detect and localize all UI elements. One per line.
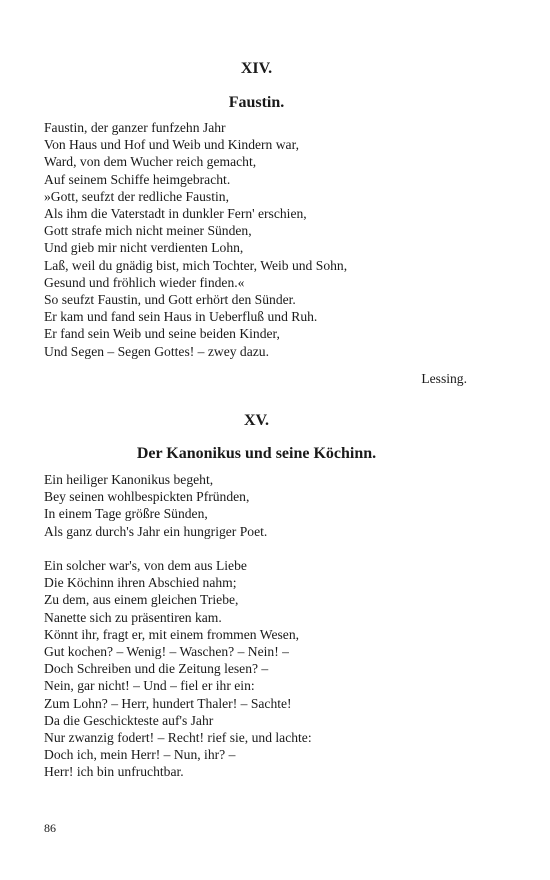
poem-line: Herr! ich bin unfruchtbar. (44, 764, 184, 780)
poem-line: Von Haus und Hof und Weib und Kindern war, (44, 137, 299, 153)
poem-line: Ein solcher war's, von dem aus Liebe (44, 558, 247, 573)
poem-line: Als ihm die Vaterstadt in dunkler Fern' erschien, (44, 206, 307, 222)
stanza-break (44, 540, 469, 557)
poem-line: Bey seinen wohlbespickten Pfründen, (44, 489, 250, 505)
poem-faustin (44, 119, 469, 360)
poem-line: Doch ich, mein Herr! – Nun, ihr? – (44, 747, 236, 763)
author-attribution: Lessing. (421, 371, 467, 386)
poem-line: Gesund und fröhlich wieder finden.« (44, 274, 245, 290)
poem-line: Ein heiliger Kanonikus begeht, (44, 472, 214, 487)
section-number-xv: XV. (243, 412, 270, 429)
poem-line: Er fand sein Weib und seine beiden Kinder, (44, 326, 280, 342)
poem-line: Faustin, der ganzer funfzehn Jahr (44, 120, 226, 135)
poem-line: »Gott, seufzt der redliche Faustin, (44, 188, 229, 204)
poem-line: Zu dem, aus einem gleichen Triebe, (44, 592, 239, 608)
poem-title-kanonikus: Der Kanonikus und seine Köchinn. (136, 445, 377, 462)
poem-line: Und gieb mir nicht verdienten Lohn, (44, 240, 244, 256)
page-number: 86 (44, 821, 56, 835)
poem-line: Er kam und fand sein Haus in Ueberfluß und Ruh. (44, 309, 318, 325)
poem-line: Könnt ihr, fragt er, mit einem frommen Wesen, (44, 626, 300, 642)
poem-line: Doch Schreiben und die Zeitung lesen? – (44, 661, 269, 677)
poem-line: Ward, von dem Wucher reich gemacht, (44, 154, 257, 170)
poem-line: Gut kochen? – Wenig! – Waschen? – Nein! – (44, 644, 289, 660)
poem-line: Und Segen – Segen Gottes! – zwey dazu. (44, 343, 269, 359)
poem-line: Nur zwanzig fodert! – Recht! rief sie, und lachte: (44, 730, 312, 746)
poem-line: Da die Geschickteste auf's Jahr (44, 712, 214, 728)
book-page (44, 0, 469, 880)
poem-kanonikus (44, 471, 469, 781)
poem-line: So seufzt Faustin, und Gott erhört den Sünder. (44, 292, 296, 308)
poem-line: Nein, gar nicht! – Und – fiel er ihr ein: (44, 678, 255, 694)
poem-line: Nanette sich zu präsentiren kam. (44, 609, 222, 625)
section-number-xiv: XIV. (240, 60, 273, 77)
poem-title-faustin: Faustin. (228, 94, 285, 111)
poem-line: Die Köchinn ihren Abschied nahm; (44, 575, 237, 591)
poem-line: Auf seinem Schiffe heimgebracht. (44, 171, 231, 187)
poem-line: Zum Lohn? – Herr, hundert Thaler! – Sachte! (44, 695, 292, 711)
poem-line: Gott strafe mich nicht meiner Sünden, (44, 223, 252, 239)
poem-line: In einem Tage größre Sünden, (44, 506, 208, 522)
poem-line: Als ganz durch's Jahr ein hungriger Poet. (44, 523, 268, 539)
poem-line: Laß, weil du gnädig bist, mich Tochter, Weib und Sohn, (44, 257, 348, 273)
